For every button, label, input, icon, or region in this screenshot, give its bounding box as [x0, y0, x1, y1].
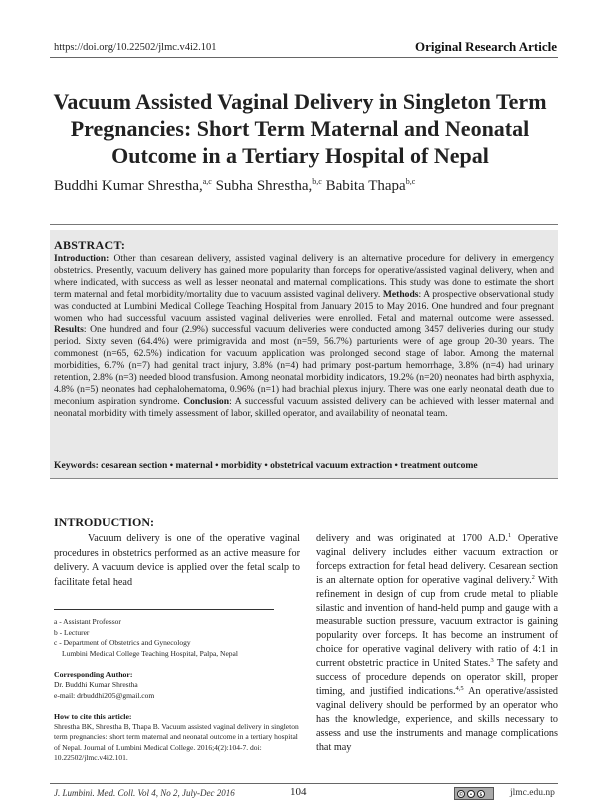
authors-divider: [50, 224, 558, 225]
introduction-label: Introduction:: [54, 253, 110, 264]
reference-marker[interactable]: 3: [490, 657, 494, 665]
text-run: An operative/assisted vaginal delivery should be performed by an operator who has the knowledge, experience, and skills necessary to assess and use the instruments and manage complications that may: [316, 685, 559, 753]
article-title: Vacuum Assisted Vaginal Delivery in Singleton Term Pregnancies: Short Term Maternal and Neonatal Outcome in a Tertiary Hospital of Nepal: [53, 89, 547, 168]
author-list: [54, 178, 415, 195]
introduction-text: Other than cesarean delivery, assisted vaginal delivery is an alternative procedure for delivery in emergency obstetrics. Presently, vacuum delivery has gained more popularity than forceps for operative/assisted vaginal delivery, when and where indicated, with success as well as lesser neonatal and maternal complications. This study was done to estimate the short term maternal and fetal morbidity/mortality due to vacuum assisted vaginal delivery.: [54, 253, 554, 300]
text-run: The safety and success of procedure depends on operator skill, proper timing, and justified indications.: [316, 658, 558, 697]
reference-marker[interactable]: 1: [507, 532, 512, 539]
reference-marker[interactable]: 4,5: [455, 684, 464, 692]
affiliation-line: b - Lecturer: [54, 627, 90, 637]
journal-website[interactable]: jlmc.edu.np: [510, 788, 555, 798]
author-name: Buddhi Kumar Shrestha,: [54, 178, 203, 194]
conclusion-text: : A successful vacuum assisted delivery can be achieved with lesser maternal and neonatal morbidity with timely assessment of labor, skilled operator, and availability of neonatal team.: [54, 395, 554, 419]
citation-title: How to cite this article:: [54, 712, 132, 721]
author-affiliation: b,c: [312, 177, 322, 186]
author-name: Subha Shrestha,: [215, 178, 313, 194]
introduction-right-column: [316, 532, 558, 755]
author-name: Babita Thapa: [325, 178, 406, 194]
citation-text: Shrestha BK, Shrestha B, Thapa B. Vacuum assisted vaginal delivery in singleton term pregnancies: short term maternal and neonatal outcome in a tertiary hospital of Nepal. Journal of Lumbini Medical College. 2016;4(2):104-7. doi: 10.22502/jlmc.v4i2.101.: [54, 722, 299, 762]
results-label: Results: [54, 324, 84, 336]
by-icon: •: [467, 790, 475, 798]
footnote-divider: [54, 609, 274, 610]
page-number: 104: [290, 786, 307, 798]
corresponding-author-email[interactable]: e-mail: drbuddhi205@gmail.com: [54, 691, 155, 700]
journal-citation-footer: J. Lumbini. Med. Coll. Vol 4, No 2, July-Dec 2016: [54, 788, 235, 798]
author-affiliation: b,c: [405, 177, 416, 186]
header-divider: [50, 57, 558, 58]
keywords-line: Keywords: cesarean section • maternal • morbidity • obstetrical vacuum extraction • treatment outcome: [54, 460, 478, 471]
text-run: Operative vaginal delivery includes either vacuum extraction or forceps extraction for fetal head delivery. Cesarean section is an alternate option for operative vaginal delivery.: [316, 533, 558, 586]
nc-icon: $: [477, 790, 485, 798]
footer-divider: [50, 783, 558, 784]
corresponding-author-title: Corresponding Author:: [54, 670, 133, 679]
affiliation-line: a - Assistant Professor: [54, 617, 121, 626]
text-run: With refinement in design of cup from crude metal to pliable silastic and invention of hand-held pump and gauge with a measurable suction pressure, vacuum extractor is gaining popularity over forceps. It has become an instrument of choice for operative vaginal delivery with ratio of 4:1 in current obstetric practice in United States.: [316, 574, 558, 670]
text-run: delivery and was originated at 1700 A.D.: [316, 533, 508, 544]
introduction-heading: INTRODUCTION:: [54, 515, 155, 529]
cc-icon: ©: [458, 791, 464, 798]
reference-marker[interactable]: 2: [531, 573, 535, 581]
introduction-left-column: Vacuum delivery is one of the operative vaginal procedures in obstetrics performed as an active measure for delivery. A vacuum device is applied over the fetal scalp to facilitate fetal head: [54, 533, 300, 588]
methods-text: : A prospective observational study was conducted at Lumbini Medical College Teaching Hospital from January 2015 to May 2016. One hundred and four pregnant women who had successful vacuum assisted vaginal deliveries were enrolled. Fetal and maternal outcome were assessed.: [54, 288, 555, 324]
affiliation-line: Lumbini Medical College Teaching Hospital, Palpa, Nepal: [62, 648, 238, 658]
affiliation-line: c - Department of Obstetrics and Gynecology: [54, 638, 191, 647]
article-type-label: Original Research Article: [414, 39, 557, 54]
conclusion-label: Conclusion: [183, 395, 230, 407]
author-affiliation: a,c: [202, 177, 212, 186]
affiliations: [54, 617, 304, 659]
doi-link[interactable]: https://doi.org/10.22502/jlmc.v4i2.101: [54, 42, 217, 53]
methods-label: Methods: [382, 288, 419, 300]
abstract-heading: ABSTRACT:: [54, 238, 126, 252]
creative-commons-badge[interactable]: [454, 787, 494, 800]
corresponding-author-name: Dr. Buddhi Kumar Shrestha: [54, 680, 138, 689]
results-text: : One hundred and four (2.9%) successful vacuum deliveries were conducted among 3457 deliveries during our study period. Sixty seven (64.4%) were primigravida and most (n=59, 56.7%) parturients were of age group 20-30 years. The commonest (n=65, 62.5%) indication for vacuum application was prolonged second stage of labor. Among the maternal morbidities, 6.7% (n=7) had genital tract injury, 3.8% (n=4) had primary post-partum hemorrhage, 3.8% (n=4) had urinary retention, 2.8% (n=3) needed blood transfusion. Among neonatal morbidity indicators, 19.2% (n=20) neonates had birth asphyxia, 4.8% (n=5) neonates had cephalohematoma, 0.96% (n=1) had brachial plexus injury. There was one early neonatal death due to meconium aspiration syndrome.: [54, 324, 554, 407]
abstract-body: [54, 253, 554, 420]
